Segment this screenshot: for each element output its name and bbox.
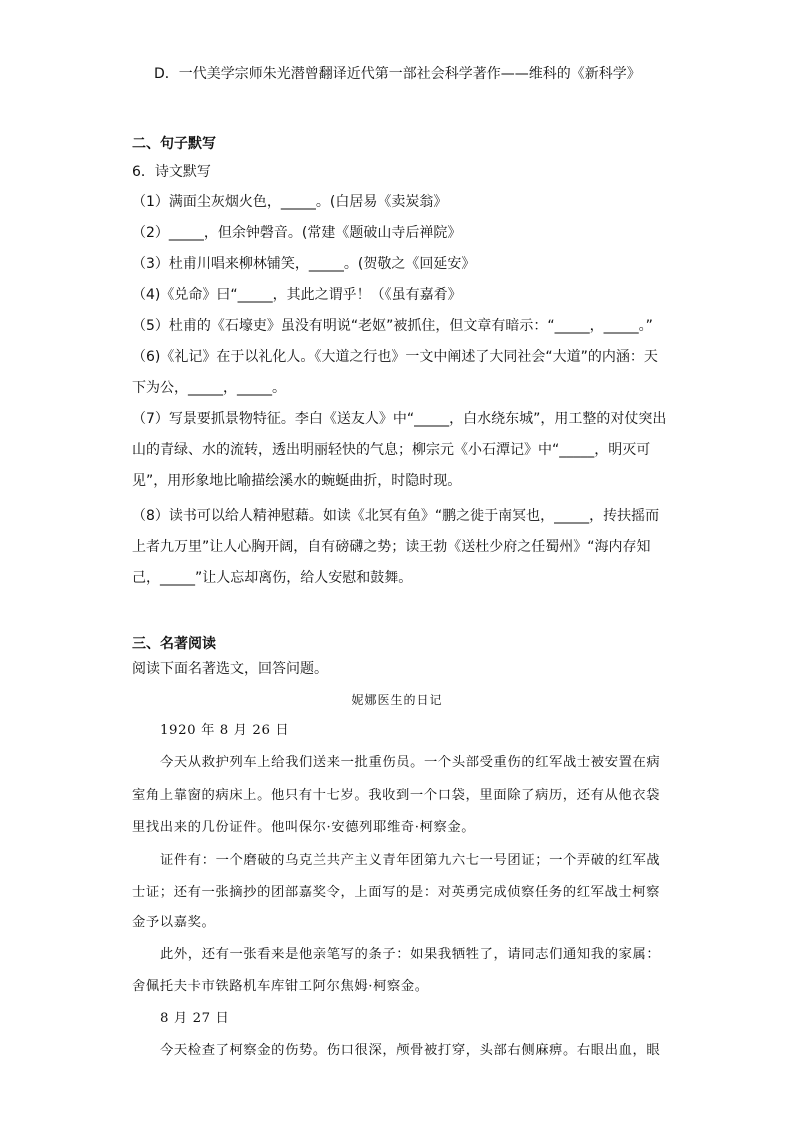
dictation-item-7-cont-1: 山的青绿、水的流转，透出明丽轻快的气息；柳宗元《小石潭记》中“_____，明灭可	[132, 442, 651, 458]
excerpt-line: 今天检查了柯察金的伤势。伤口很深，颅骨被打穿，头部右侧麻痹。右眼出血，眼	[160, 1043, 661, 1058]
option-d: D．一代美学宗师朱光潜曾翻译近代第一部社会科学著作——维科的《新科学》	[154, 66, 641, 82]
dictation-item-5: （5）杜甫的《石壕吏》虽没有明说“老妪”被抓住，但文章有暗示：“_____，_____。”	[132, 318, 653, 334]
dictation-item-1: （1）满面尘灰烟火色，_____。(白居易《卖炭翁》	[132, 194, 448, 210]
excerpt-line: 今天从救护列车上给我们送来一批重伤员。一个头部受重伤的红军战士被安置在病	[160, 755, 661, 770]
reading-instruction: 阅读下面名著选文，回答问题。	[132, 661, 328, 677]
section-heading-classic-reading: 三、名著阅读	[132, 636, 216, 652]
excerpt-line: 士证；还有一张摘抄的团部嘉奖令，上面写的是：对英勇完成侦察任务的红军战士柯察	[132, 885, 661, 900]
excerpt-line: 金予以嘉奖。	[132, 915, 216, 930]
dictation-item-3: （3）杜甫川唱来柳林铺笑，_____。(贺敬之《回延安》	[132, 256, 476, 272]
dictation-item-8-cont-1: 上者九万里”让人心胸开阔，自有磅礴之势；读王勃《送杜少府之任蜀州》“海内存知	[132, 539, 651, 555]
excerpt-line: 里找出来的几份证件。他叫保尔·安德列耶维奇·柯察金。	[132, 820, 476, 835]
excerpt-line: 舍佩托夫卡市铁路机车库钳工阿尔焦姆·柯察金。	[132, 979, 429, 994]
dictation-item-8: （8）读书可以给人精神慰藉。如读《北冥有鱼》“鹏之徙于南冥也，_____，抟扶摇而	[132, 508, 660, 524]
dictation-item-7-cont-2: 见”，用形象地比喻描绘溪水的蜿蜒曲折，时隐时现。	[132, 473, 462, 489]
dictation-item-8-cont-2: 己，_____”让人忘却离伤，给人安慰和鼓舞。	[132, 570, 413, 586]
question-6-title: 6．诗文默写	[132, 164, 211, 180]
dictation-item-6-cont: 下为公，_____，_____。	[132, 380, 286, 396]
dictation-item-7: （7）写景要抓景物特征。李白《送友人》中“_____，白水绕东城”，用工整的对仗突出	[132, 411, 667, 427]
excerpt-line: 证件有：一个磨破的乌克兰共产主义青年团第九六七一号团证；一个弄破的红军战	[160, 853, 661, 868]
excerpt-line: 室角上靠窗的病床上。他只有十七岁。我收到一个口袋，里面除了病历，还有从他衣袋	[132, 788, 661, 803]
dictation-item-6: （6)《礼记》在于以礼化人。《大道之行也》一文中阐述了大同社会“大道”的内涵：天	[132, 349, 658, 365]
dictation-item-4: （4)《兑命》曰“_____，其此之谓乎！（《虽有嘉肴》	[132, 287, 462, 303]
excerpt-line: 此外，还有一张看来是他亲笔写的条子：如果我牺牲了，请同志们通知我的家属：	[160, 947, 661, 962]
dictation-item-2: （2）_____，但余钟磬音。(常建《题破山寺后禅院》	[132, 225, 462, 241]
diary-date: 1920 年 8 月 26 日	[160, 723, 290, 738]
diary-date: 8 月 27 日	[160, 1011, 230, 1026]
excerpt-title: 妮娜医生的日记	[351, 693, 443, 707]
section-heading-sentence-dictation: 二、句子默写	[132, 136, 216, 152]
